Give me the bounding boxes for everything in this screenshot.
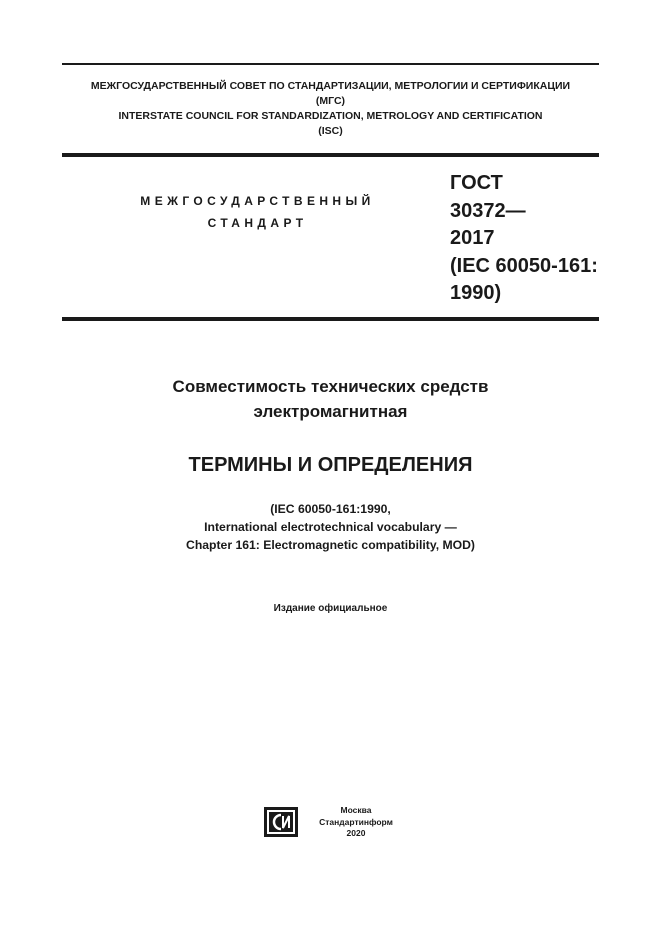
standartinform-logo-icon	[264, 807, 298, 837]
header-rule	[62, 153, 599, 157]
publisher-year: 2020	[346, 828, 366, 838]
reference-line2: International electrotechnical vocabulary —	[204, 520, 457, 534]
standard-kind-line2: СТАНДАРТ	[207, 216, 308, 230]
document-subject	[62, 374, 599, 424]
designation-line5: 1990)	[450, 282, 502, 304]
designation-line3: 2017	[450, 227, 495, 249]
designation-line2: 30372—	[450, 199, 526, 222]
subject-line2: электромагнитная	[253, 402, 408, 421]
standard-kind	[120, 190, 395, 234]
top-rule	[62, 63, 599, 65]
council-abbr-en: (ISC)	[318, 125, 343, 137]
international-reference	[62, 500, 599, 554]
council-abbr-ru: (МГС)	[315, 95, 346, 107]
subject-line1: Совместимость технических средств	[172, 377, 489, 396]
standard-kind-line1: МЕЖГОСУДАРСТВЕННЫЙ	[140, 194, 375, 208]
publisher-name: Стандартинформ	[319, 816, 393, 827]
designation-line4: (IEC 60050-161:	[450, 254, 598, 277]
council-name-en: INTERSTATE COUNCIL FOR STANDARDIZATION, METROLOGY AND CERTIFICATION	[118, 110, 543, 122]
publisher-imprint	[308, 805, 404, 840]
reference-line3: Chapter 161: Electromagnetic compatibility, MOD)	[186, 538, 475, 552]
reference-line1: (IEC 60050-161:1990,	[270, 502, 391, 516]
edition-note: Издание официальное	[273, 603, 388, 614]
council-header	[62, 79, 599, 139]
designation-rule	[62, 317, 599, 321]
designation-line1: ГОСТ	[450, 172, 503, 194]
document-title: ТЕРМИНЫ И ОПРЕДЕЛЕНИЯ	[188, 454, 473, 476]
standard-designation	[450, 170, 598, 308]
council-name-ru: МЕЖГОСУДАРСТВЕННЫЙ СОВЕТ ПО СТАНДАРТИЗАЦИИ, МЕТРОЛОГИИ И СЕРТИФИКАЦИИ	[90, 80, 571, 92]
publisher-city: Москва	[340, 805, 372, 815]
